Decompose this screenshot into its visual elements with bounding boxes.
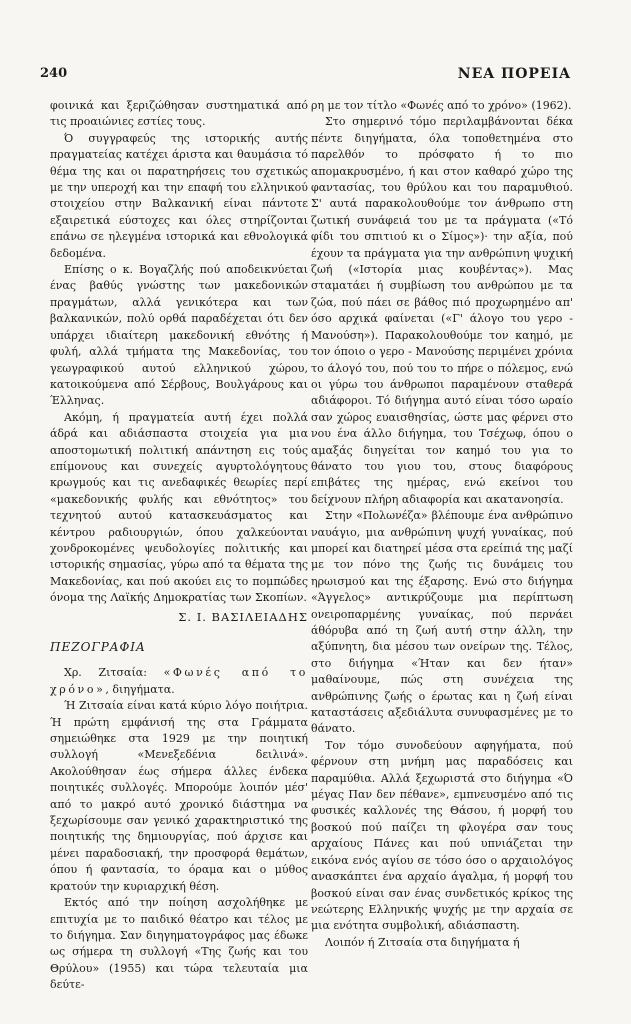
paragraph: φοινικά και ξεριζώθησαν συστηματικά από τις προαιώνιες εστίες τους. [50, 99, 308, 129]
page-header [40, 66, 571, 86]
review-signature: Σ. Ι. ΒΑΣΙΛΕΙΑΔΗΣ [178, 609, 308, 624]
paragraph: Επίσης ο κ. Βογαζλής πού αποδεικνύεται ένας βαθύς γνώστης των μακεδονικών πραγμάτων, αλλά γενικότερα και των βαλκανικών, πολύ ορθά παραδέχεται ότι δεν υπάρχει ιδιαίτερη μακεδονική εθνότης ή φυλή, αλλά τμήματα της Μακεδονίας, του γεωγραφικού αυτού ελληνικού χώρου, κατοικούμενα από Σέρβους, Βουλγάρους και Έλληνας. [50, 263, 308, 408]
paragraph: Ή Ζιτσαία είναι κατά κύριο λόγο ποιήτρια. Ή πρώτη εμφάνισή της στα Γράμματα σημειώθηκε στα 1929 με την ποιητική συλλογή «Μενεξεδένια δειλινά». Ακολούθησαν έως σήμερα άλλες ένδεκα ποιητικές συλλογές. Μπορούμε λοιπόν μέσ' από το μακρό αυτό χρονικό διάστημα να ξεχωρίσουμε σαν γενικό χαρακτηριστικό της ποιητικής της δημιουργίας, πού άρχισε και μένει παραδοσιακή, την προσφορά θεμάτων, όπου ή φαντασία, το όραμα και ο μύθος κρατούν την κυριαρχική θέση. [50, 699, 308, 893]
paragraph: Λοιπόν ή Ζιτσαία στα διηγήματα ή [325, 935, 520, 949]
paragraph: Ακόμη, ή πραγματεία αυτή έχει πολλά άδρά και αδιάσπαστα στοιχεία για μια αποστομωτική πολιτική απάντηση εις τούς επίμονους και συνεχείς αγυρτολόγητους κρωγμούς και τις ανεδαφικές θεωρίες περί «μακεδονικής φυλής και εθνότητος» του τεχνητού αυτού κατασκευάσματος και κέντρου ραδιουργιών, όπου χαλκεύονται χονδροκομένες ψευδολογίες πολιτικής και ιστορικής σημασίας, γύρω από τα θέματα της Μακεδονίας, και πού ακούει εις το πομπώδες όνομα της Λαϊκής Δημοκρατίας των Σκοπίων. [50, 410, 308, 605]
paragraph: Ό συγγραφεύς της ιστορικής αυτής πραγματείας κατέχει άριστα και θαυμάσια τό θέμα της και οι παρατηρήσεις του σχετικώς με την υπεροχή και την επαφή του ελληνικού στοιχείου στην Βαλκανική είναι πάντοτε εξαιρετικά εύστοχες και όλες στηρίζονται επάνω σε ηλεγμένα ιστορικά και εθνολογικά δεδομένα. [50, 131, 308, 260]
book-title: «Φωνές από το χρόνο» [50, 666, 309, 696]
journal-title: ΝΕΑ ΠΟΡΕΙΑ [457, 66, 571, 82]
left-column [50, 98, 308, 994]
paragraph: Εκτός από την ποίηση ασχολήθηκε με επιτυχία με το παιδικό θέατρο και τέλος με το διήγημα. Σαν διηγηματογράφος μας έδωκε ως σήμερα τη συλλογή «Της ζωής και του Θρύλου» (1955) και τώρα τελευταία μια δεύτε- [50, 896, 308, 992]
book-reference [50, 665, 308, 698]
book-genre: , διηγήματα. [105, 682, 175, 696]
paragraph: Στην «Πολωνέζα» βλέπουμε ένα ανθρώπινο ναυάγιο, μια ανθρώπινη ψυχή γυναίκας, πού μπορεί και διατηρεί μέσα στα ερείπιά της μαζί με τον πόνο της ζωής τις δυνάμεις του ηρωισμού και της έξαρσης. Ενώ στο διήγημα «Άγγελος» αντικρύζουμε μια περίπτωση ονειροπαρμένης γυναίκας, πού περνάει άθόρυβα από τη ζωή αυτή στην άλλη, την αξύπνητη, δια μέσου των ονείρων της. Τέλος, στο διήγημα «Ήταν και δεν ήταν» μαθαίνουμε, πώς στη συνέχεια της ανθρώπινης ζωής ο έρωτας και η ζωή είναι καταστάσεις αξεδιάλυτα συνυφασμένες με το θάνατο. [311, 509, 573, 736]
paragraph: Τον τόμο συνοδεύουν αφηγήματα, πού φέρνουν στη μνήμη μας παραδόσεις και παραμύθια. Αλλά ξεχωριστά στο διήγημα «Ό μέγας Παν δεν πέθανε», εμπνευσμένο από τις φυσικές καλλονές της Θάσου, ή μορφή του βοσκού πού παίζει τη φλογέρα σαν τους αρχαίους Πάνες και πού υπνιάζεται την εικόνα ενός αγίου σε τόσο όσο ο αρχαιολόγος ανασκάπτει ένα αρχαίο άγαλμα, ή μορφή του βοσκού είναι σαν ένας συνδετικός κρίκος της νεώτερης Ελληνικής ψυχής με την αρχαία σε μια ενότητα συμβολική, αδιάσπαστη. [311, 738, 573, 933]
paragraph: ρη με τον τίτλο «Φωνές από το χρόνο» (1962). [311, 99, 572, 112]
page-number: 240 [40, 66, 68, 81]
section-title: ΠΕΖΟΓΡΑΦΙΑ [50, 640, 146, 654]
right-column [311, 98, 573, 951]
paragraph: Στο σημερινό τόμο περιλαμβάνονται δέκα πέντε διηγήματα, όλα τοποθετημένα στο παρελθόν το πρόσφατο ή το πιο απομακρυσμένο, ή και στον καθαρό χώρο της φαντασίας, του θρύλου και του παραμυθιού. Σ' αυτά παρακολουθούμε τον άνθρωπο στη ζωτική συνάφειά του με τα πράγματα («Τό φίδι του σπιτιού κι ο Σίμος»)· την αξία, πού έχουν τα πράγματα για την ανθρώπινη ψυχική ζωή («Ιστορία μιας κουβέντας»). Μας σταματάει ή συμβίωση του ανθρώπου με τα ζώα, πού πάει σε βάθος πιό προχωρημένο απ' όσο αρχικά φαίνεται («Γ' άλογο του γερο - Μανούση»). Παρακολουθούμε τον καημό, με τον όποιο ο γερο - Μανούσης περιμένει χρόνια το άλογό του, πού του το πήρε ο πόλεμος, ενώ οι γύρω του άνθρωποι παραμένουν σταθερά αδιάφοροι. Τό διήγημα αυτό είναι τόσο ωραίο σαν χώρος ευαισθησίας, ώστε μας φέρνει στο νου ένα άλλο διήγημα, του Τσέχωφ, όπου ο αμαξάς διηγείται τον καημό του για το θάνατο του γιου του, στους διαφόρους επιβάτες της ημέρας, ενώ εκείνοι του δείχνουν πλήρη αδιαφορία και ακατανοησία. [311, 115, 573, 506]
book-author: Χρ. Ζιτσαία: [64, 666, 147, 680]
